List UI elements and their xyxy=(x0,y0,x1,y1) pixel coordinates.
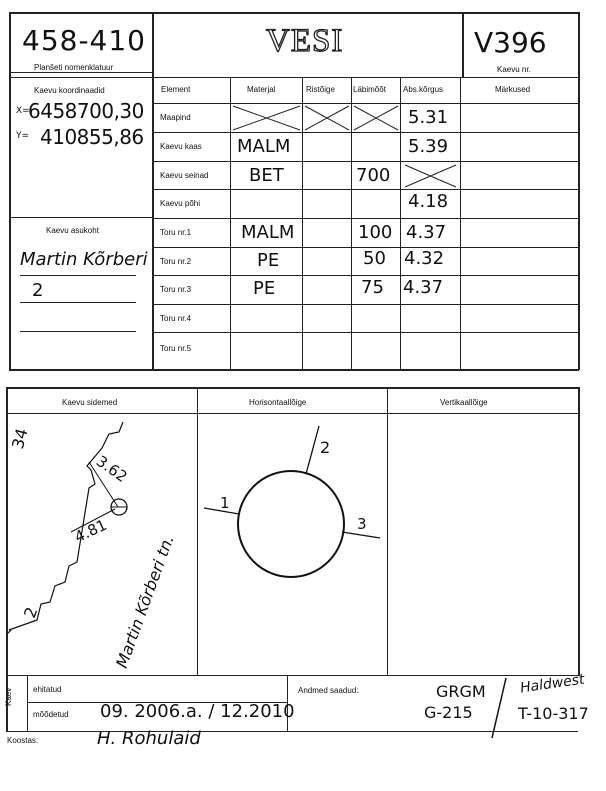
measured-label: mõõdetud xyxy=(33,710,69,719)
location-street: Martin Kõrberi xyxy=(20,249,148,270)
header-remarks: Märkused xyxy=(495,85,531,94)
material-pipe-2: PE xyxy=(257,250,280,271)
frame-top xyxy=(9,12,579,14)
well-number: V396 xyxy=(474,26,547,59)
pipe-label-2: 2 xyxy=(320,438,331,457)
height-cover: 5.39 xyxy=(408,136,449,157)
frame-left xyxy=(9,12,11,370)
pipe-2-line xyxy=(306,426,319,474)
horizontal-section-label: Horisontaallõige xyxy=(249,398,307,407)
compiler-signature: H. Rohulaid xyxy=(97,728,201,749)
pipe-label-3: 3 xyxy=(357,515,367,533)
ties-label: Kaevu sidemed xyxy=(62,398,118,407)
header-cross-section: Ristõige xyxy=(306,85,335,94)
row-label: Toru nr.5 xyxy=(160,344,192,353)
coord-x-value: 6458700,30 xyxy=(28,99,144,123)
sheet-label: Planšeti nomenklatuur xyxy=(34,63,114,72)
header-material: Materjal xyxy=(247,85,276,94)
tie-value-481: 4.81 xyxy=(71,515,110,547)
coord-y-value: 410855,86 xyxy=(40,125,144,149)
well-label: Kaevu nr. xyxy=(497,65,531,74)
location-number: 2 xyxy=(32,280,44,301)
source-grgm: GRGM xyxy=(436,682,486,701)
vertical-section-label: Vertikaallõige xyxy=(440,398,488,407)
tie-value-362: 3.62 xyxy=(92,452,131,486)
source-t10317: T-10-317 xyxy=(518,704,589,723)
header-element: Element xyxy=(161,85,191,94)
sheet-number: 458-410 xyxy=(22,24,146,57)
material-walls: BET xyxy=(249,165,284,186)
data-source-label: Andmed saadud: xyxy=(298,686,359,695)
material-pipe-3: PE xyxy=(253,278,276,299)
height-ground: 5.31 xyxy=(408,107,449,128)
well-section-circle xyxy=(238,471,344,577)
crossed-cell xyxy=(303,104,351,132)
diameter-pipe-1: 100 xyxy=(358,222,393,243)
crossed-cell xyxy=(231,104,302,132)
row-label: Maapind xyxy=(160,113,191,122)
measured-date: 09. 2006.a. / 12.2010 xyxy=(100,701,295,722)
compiler-label: Koostas: xyxy=(7,736,39,745)
diameter-pipe-3: 75 xyxy=(361,277,384,298)
row-label: Toru nr.2 xyxy=(160,257,192,266)
coords-label: Kaevu koordinaadid xyxy=(34,86,105,95)
diameter-pipe-2: 50 xyxy=(363,248,386,269)
row-label: Toru nr.3 xyxy=(160,285,192,294)
well-data-table xyxy=(153,78,579,370)
well-side-label: Kaev xyxy=(4,687,13,706)
source-separator xyxy=(486,676,512,740)
material-pipe-1: MALM xyxy=(241,222,295,243)
tie-value-2: 2 xyxy=(20,604,42,621)
pipe-label-1: 1 xyxy=(220,494,230,512)
row-label: Toru nr.4 xyxy=(160,314,192,323)
document-title: VESI xyxy=(266,23,344,59)
height-bottom: 4.18 xyxy=(408,191,449,212)
diameter-walls: 700 xyxy=(356,165,391,186)
source-haldwest: Haldwest xyxy=(519,671,586,697)
horizontal-section-diagram xyxy=(198,414,387,675)
tie-value-34: 34 xyxy=(8,426,32,451)
location-label: Kaevu asukoht xyxy=(46,226,99,235)
built-label: ehitatud xyxy=(33,685,62,694)
height-pipe-2: 4.32 xyxy=(404,248,445,269)
row-label: Kaevu põhi xyxy=(160,199,201,208)
material-cover: MALM xyxy=(237,136,291,157)
height-pipe-3: 4.37 xyxy=(403,277,444,298)
header-diameter: Läbimõõt xyxy=(353,85,386,94)
crossed-cell xyxy=(352,104,400,132)
street-name: Martin Kõrberi tn. xyxy=(112,532,178,671)
height-pipe-1: 4.37 xyxy=(406,222,447,243)
row-label: Kaevu kaas xyxy=(160,142,202,151)
source-g215: G-215 xyxy=(424,703,473,722)
header-abs-height: Abs.kõrgus xyxy=(403,85,444,94)
row-label: Kaevu seinad xyxy=(160,171,209,180)
row-label: Toru nr.1 xyxy=(160,228,192,237)
crossed-cell xyxy=(401,162,460,189)
